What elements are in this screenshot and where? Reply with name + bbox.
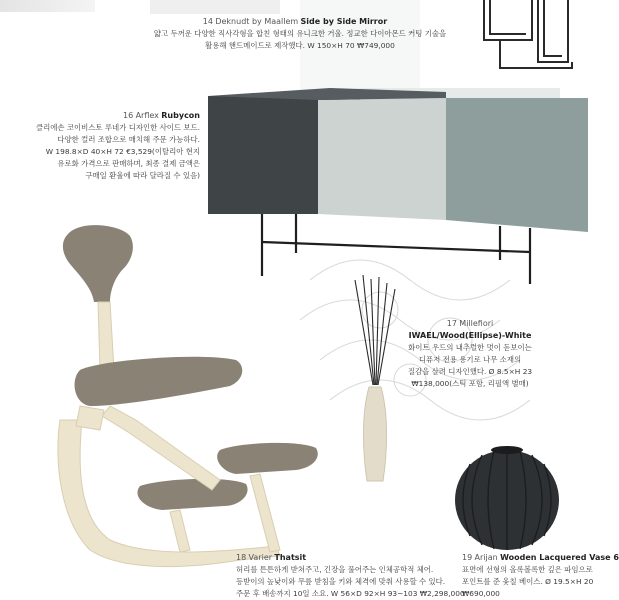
sideboard-light-panel bbox=[318, 98, 446, 220]
caption-line: 등받이의 높낮이와 무릎 받침을 키와 체격에 맞춰 사용할 수 있다. bbox=[236, 577, 446, 586]
caption-line: 다양한 컬러 조합으로 매치해 주문 가능하다. bbox=[57, 135, 200, 144]
item-number: 18 bbox=[236, 553, 247, 562]
caption-17-number bbox=[385, 318, 555, 330]
caption-line: 활용해 핸드메이드로 제작했다. W 150×H 70 ₩749,000 bbox=[205, 41, 395, 50]
caption-line: 클리에손 코이비스토 루네가 디자인한 사이드 보드. bbox=[35, 123, 200, 132]
item-brand: Deknudt by Maallem bbox=[215, 17, 299, 26]
item-brand: Arflex bbox=[135, 111, 159, 120]
item-number: 14 bbox=[202, 17, 213, 26]
caption-16 bbox=[20, 110, 200, 182]
caption-line: 표면에 선형의 올록볼록한 깊은 파임으로 bbox=[462, 565, 593, 574]
chair-knee-pad-upper bbox=[217, 443, 318, 474]
caption-line: 디퓨저 전용 용기로 나무 소재의 bbox=[418, 355, 522, 364]
caption-17 bbox=[385, 318, 555, 390]
background-panel bbox=[0, 0, 95, 12]
caption-line: 허리를 튼튼하게 받쳐주고, 긴장을 풀어주는 인체공학적 체어. bbox=[236, 565, 434, 574]
caption-line: W 198.8×D 40×H 72 €3,529(이탈리아 현지 bbox=[45, 147, 200, 156]
item-title: IWAEL/Wood(Ellipse)-White bbox=[408, 331, 532, 340]
caption-19-heading bbox=[462, 552, 619, 564]
caption-14-body bbox=[70, 28, 530, 52]
caption-line: 포인트를 준 옻칠 베이스. Ø 19.5×H 20 bbox=[462, 577, 594, 586]
caption-line: ₩138,000(스틱 포함, 리필액 별매) bbox=[411, 379, 529, 388]
caption-line: 유로화 가격으로 판매하며, 최종 결제 금액은 bbox=[57, 159, 200, 168]
item-brand: Arijan bbox=[474, 553, 498, 562]
caption-line: ₩690,000 bbox=[462, 589, 500, 598]
item-number: 19 bbox=[462, 553, 473, 562]
chair-backrest bbox=[63, 225, 133, 302]
caption-18-heading bbox=[236, 552, 496, 564]
caption-18 bbox=[236, 552, 496, 600]
caption-line: 질감을 살려 디자인했다. Ø 8.5×H 23 bbox=[407, 367, 533, 376]
item-title: Side by Side Mirror bbox=[300, 17, 388, 26]
chair-knee-pad-lower bbox=[137, 479, 247, 510]
item-number: 16 bbox=[123, 111, 134, 120]
chair-image bbox=[40, 220, 330, 580]
caption-line: 주문 후 배송까지 10일 소요. W 56×D 92×H 93~103 ₩2,298,000 bbox=[236, 589, 465, 598]
item-title: Rubycon bbox=[161, 111, 200, 120]
item-number: 17 bbox=[446, 319, 457, 328]
caption-line: 얇고 두꺼운 다양한 직사각형을 합친 형태의 유니크한 거울. 정교한 다이아몬드 커팅 기술을 bbox=[153, 29, 447, 38]
item-title: Wooden Lacquered Vase 6 bbox=[500, 553, 619, 562]
vase-image bbox=[452, 440, 562, 552]
item-brand: Millefiori bbox=[459, 319, 494, 328]
caption-14-heading bbox=[130, 16, 460, 28]
background-panel bbox=[150, 0, 280, 14]
caption-line: 구매일 환율에 따라 달라질 수 있음) bbox=[85, 171, 200, 180]
caption-19 bbox=[462, 552, 619, 600]
caption-14 bbox=[130, 16, 460, 28]
sideboard-teal-panel bbox=[446, 98, 588, 232]
item-brand: Varier bbox=[248, 553, 273, 562]
caption-16-heading bbox=[20, 110, 200, 122]
diffuser-vessel bbox=[364, 387, 387, 481]
caption-line: 화이트 우드의 내추럴한 멋이 돋보이는 bbox=[408, 343, 532, 352]
item-title: Thatsit bbox=[274, 553, 307, 562]
